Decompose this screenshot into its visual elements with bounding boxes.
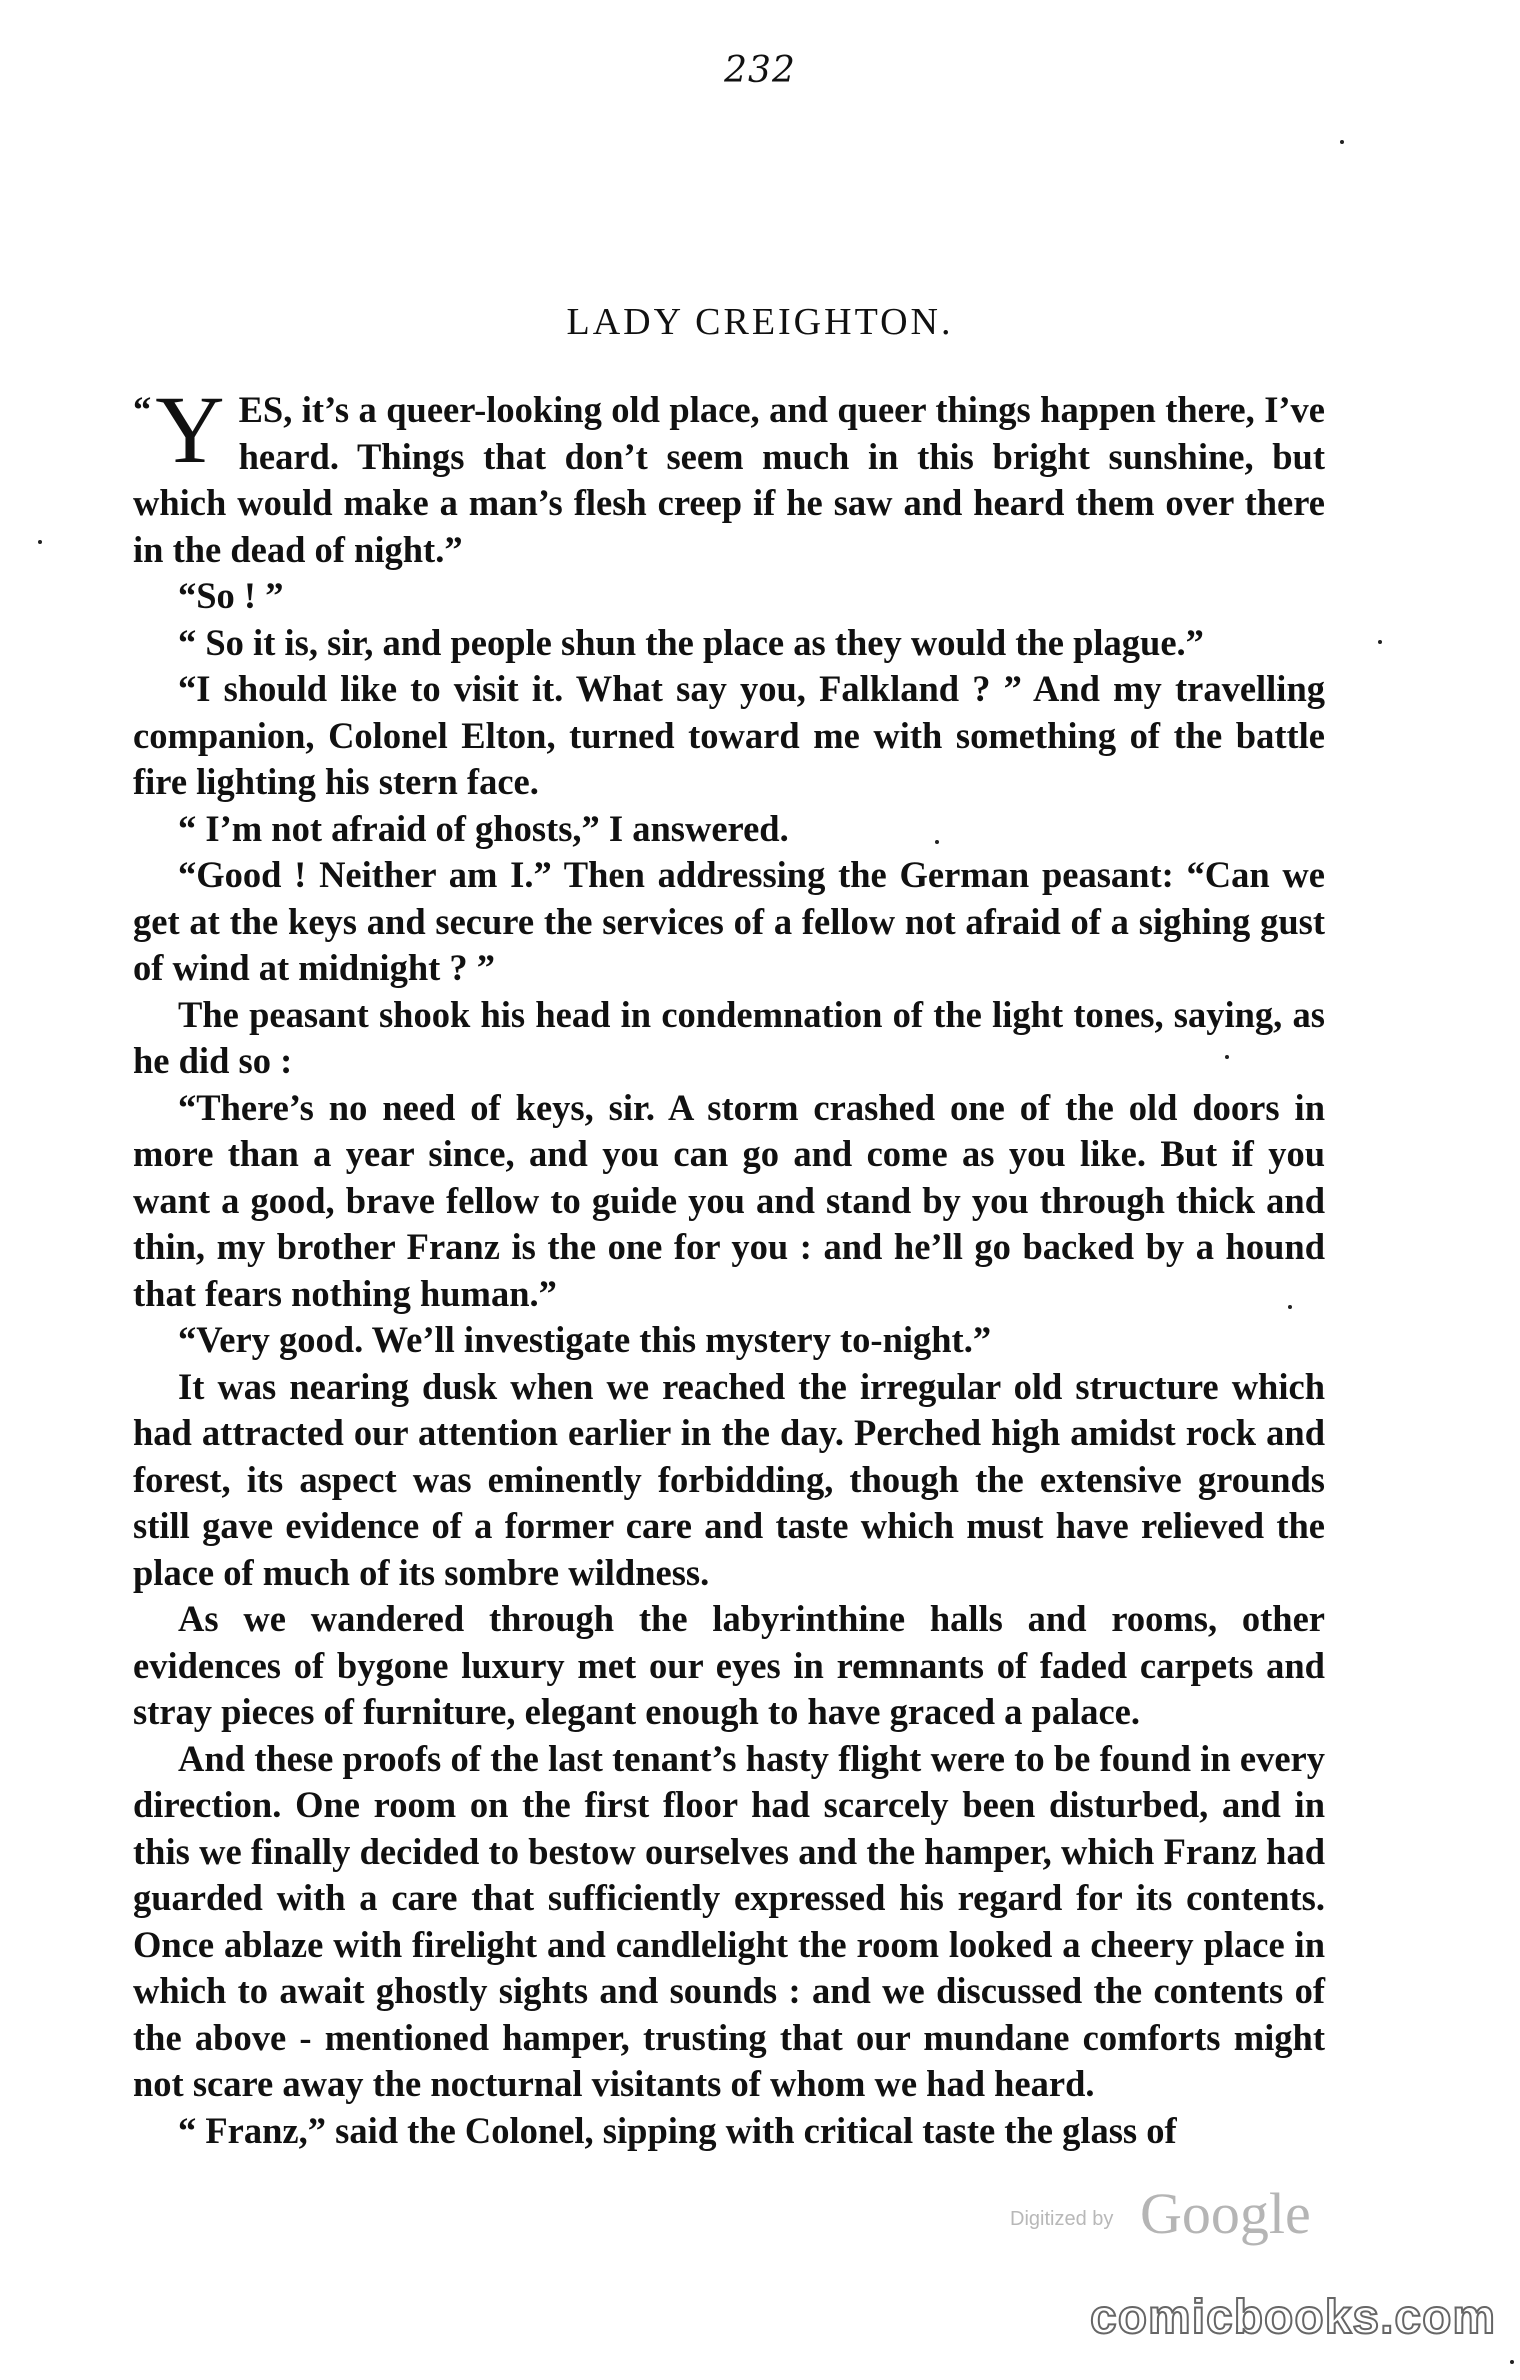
speck-mark [1288,1305,1292,1309]
paragraph-13: “ Franz,” said the Colonel, sipping with critical taste the glass of [178,2109,1177,2151]
page-number: 232 [724,50,796,91]
speck-mark [38,540,42,544]
paragraph-12: And these proofs of the last tenant’s hasty flight were to be found in every direction. One room on the first floor had scarcely been disturbed, and in this we finally decided to bestow ourselves and the hamper, which Franz had guarded with a care that sufficiently expressed his regard for its contents. Once ablaze with firelight and candlelight the room looked a cheery place in which to await ghostly sights and sounds : and we discussed the contents of the above - mentioned hamper, trusting that our mundane comforts might not scare away the nocturnal visitants of whom we had heard. [133,1737,1325,2104]
speck-mark [1510,2360,1514,2364]
opening-quote: “ [133,389,152,430]
paragraph-8: “There’s no need of keys, sir. A storm crashed one of the old doors in more than a year since, and you can go and come as you like. But if you want a good, brave fellow to guide you and stand by you through thick and thin, my brother Franz is the one for you : and he’ll go backed by a hound that fears nothing human.” [133,1086,1325,1314]
paragraph-5: “ I’m not afraid of ghosts,” I answered. [178,807,789,849]
paragraph-6: “Good ! Neither am I.” Then addressing the German peasant: “Can we get at the keys and secure the services of a fellow not afraid of a sighing gust of wind at midnight ? ” [133,854,1325,988]
paragraph-1 [133,376,1325,573]
paragraph-3: “ So it is, sir, and people shun the place as they would the plague.” [178,621,1204,663]
paragraph-4: “I should like to visit it. What say you, Falkland ? ” And my travelling companion, Colonel Elton, turned toward me with something of the battle fire lighting his stern face. [133,668,1325,802]
paragraph-10: It was nearing dusk when we reached the irregular old structure which had attracted our attention earlier in the day. Perched high amidst rock and forest, its aspect was eminently forbidding, though the extensive grounds still gave evidence of a former care and taste which must have relieved the place of much of its sombre wildness. [133,1365,1325,1593]
digitized-by-label: Digitized by [1010,2208,1114,2230]
speck-mark [1340,140,1344,144]
paragraph-1-text: ES, it’s a queer-looking old place, and queer things happen there, I’ve heard. Things that don’t seem much in this bright sunshine, but which would make a man’s flesh creep if he saw and heard them over there in the dead of night.” [133,389,1325,570]
paragraph-11: As we wandered through the labyrinthine halls and rooms, other evidences of bygone luxury met our eyes in remnants of faded carpets and stray pieces of furniture, elegant enough to have graced a palace. [133,1598,1325,1732]
chapter-title: LADY CREIGHTON. [566,301,954,343]
story-text [133,376,1325,2154]
paragraph-7: The peasant shook his head in condemnation of the light tones, saying, as he did so : [133,993,1325,1081]
speck-mark [1378,640,1382,644]
paragraph-9: “Very good. We’ll investigate this mystery to-night.” [178,1319,992,1360]
google-logo: Google [1140,2181,1311,2246]
speck-mark [1225,1055,1229,1059]
paragraph-2: “So ! ” [178,575,284,616]
watermark-logo: comicbooks.com [1090,2291,1497,2344]
speck-mark [935,840,939,844]
drop-cap: Y [155,376,225,483]
